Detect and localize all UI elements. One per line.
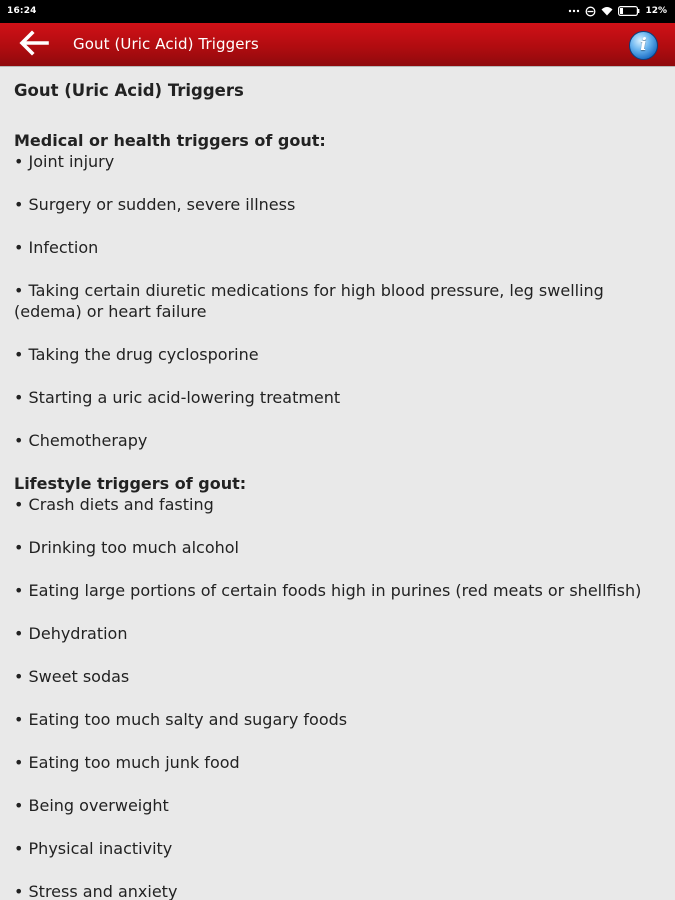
more-dots-icon: [568, 9, 580, 13]
page-title: Gout (Uric Acid) Triggers: [14, 81, 244, 100]
list-item: • Drinking too much alcohol: [14, 538, 239, 557]
list-item: • Infection: [14, 238, 99, 257]
list-item: • Crash diets and fasting: [14, 495, 214, 514]
app-bar-title: Gout (Uric Acid) Triggers: [73, 35, 259, 53]
do-not-disturb-icon: [585, 6, 596, 17]
wifi-icon: [601, 6, 613, 16]
status-icons: [568, 4, 667, 18]
status-bar: [0, 0, 675, 23]
section-heading-medical: Medical or health triggers of gout:: [14, 131, 326, 150]
article-body: [14, 80, 664, 900]
list-item: • Being overweight: [14, 796, 169, 815]
list-item: • Chemotherapy: [14, 431, 148, 450]
list-item: • Surgery or sudden, severe illness: [14, 195, 296, 214]
list-item: • Physical inactivity: [14, 839, 173, 858]
list-item: • Joint injury: [14, 152, 115, 171]
list-item: • Starting a uric acid-lowering treatment: [14, 388, 341, 407]
list-item: • Sweet sodas: [14, 667, 130, 686]
list-item: • Taking certain diuretic medications for high blood pressure, leg swelling (edema) or heart failure: [14, 281, 604, 321]
info-button[interactable]: [629, 31, 658, 60]
list-item: • Taking the drug cyclosporine: [14, 345, 259, 364]
list-item: • Eating too much salty and sugary foods: [14, 710, 348, 729]
back-button[interactable]: [14, 29, 52, 60]
info-icon: i: [640, 35, 647, 55]
list-item: • Stress and anxiety: [14, 882, 178, 900]
battery-icon: [618, 6, 640, 16]
article-content[interactable]: [0, 66, 675, 900]
list-item: • Eating too much junk food: [14, 753, 240, 772]
app-bar: [0, 23, 675, 66]
status-time: 16:24: [7, 6, 37, 16]
list-item: • Eating large portions of certain foods high in purines (red meats or shellfish): [14, 581, 642, 600]
arrow-left-icon: [17, 30, 49, 60]
battery-percent: 12%: [645, 6, 667, 16]
section-heading-lifestyle: Lifestyle triggers of gout:: [14, 474, 247, 493]
list-item: • Dehydration: [14, 624, 128, 643]
